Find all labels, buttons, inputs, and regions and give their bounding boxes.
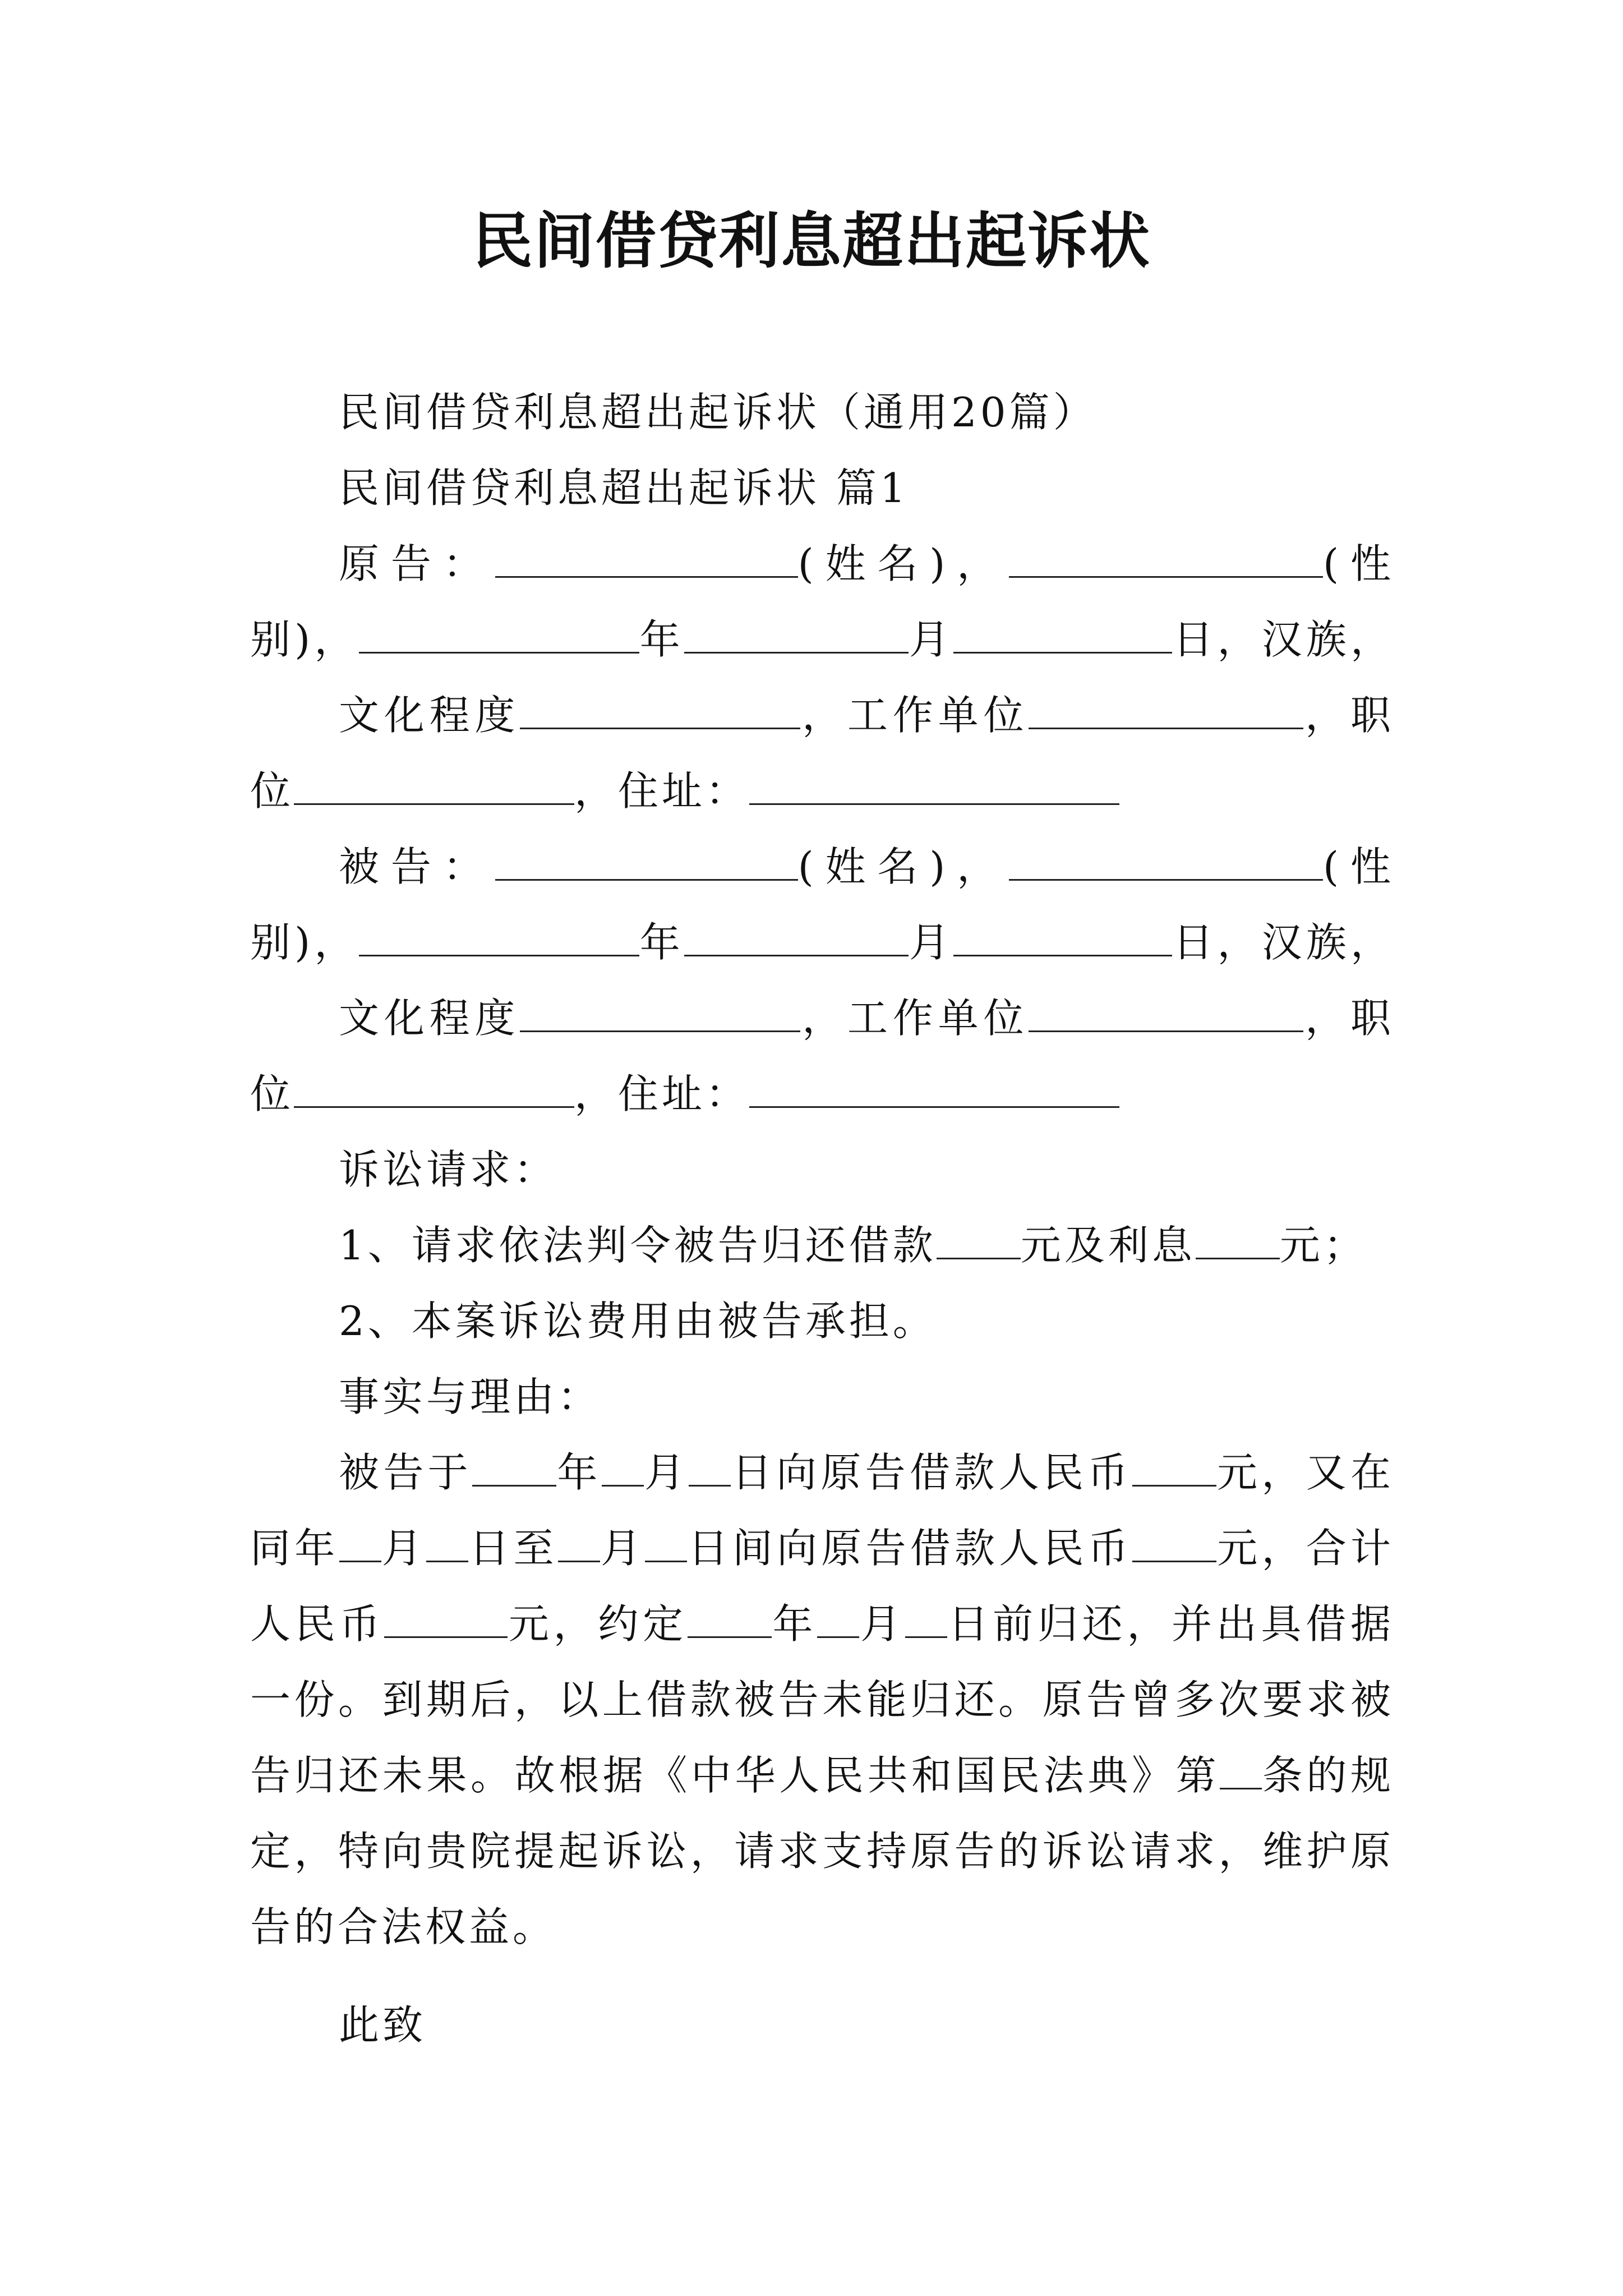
- plaintiff-workplace-blank: [1029, 691, 1303, 729]
- claim-1-text: 1、请求依法判令被告归还借款: [339, 1222, 937, 1269]
- position-label-end: 位: [250, 1070, 294, 1117]
- defendant-name-blank: [495, 842, 798, 881]
- defendant-birth-month-blank: [684, 918, 909, 956]
- second-loan-end-day-blank: [645, 1524, 687, 1562]
- defendant-line-4: [250, 1066, 1394, 1122]
- facts-line-5: [250, 1747, 1394, 1803]
- education-label: 文化程度: [339, 995, 520, 1042]
- plaintiff-gender-blank: [1009, 539, 1323, 578]
- plaintiff-education-blank: [520, 691, 800, 729]
- loan-month-blank: [602, 1448, 644, 1487]
- plaintiff-name-blank: [495, 539, 798, 578]
- facts-text: 月: [600, 1525, 645, 1572]
- facts-line-7: 告的合法权益。: [250, 1903, 557, 1950]
- plaintiff-label: 原告：: [339, 540, 495, 587]
- facts-text: 月: [381, 1525, 426, 1572]
- facts-text: 元，约定: [508, 1600, 688, 1648]
- facts-text: 元，又在: [1216, 1449, 1394, 1496]
- defendant-line-2: [250, 914, 1394, 970]
- plaintiff-birth-year-blank: [359, 615, 639, 654]
- facts-line-4: 一份。到期后，以上借款被告未能归还。原告曾多次要求被: [250, 1676, 1394, 1723]
- defendant-line-3: [339, 990, 1394, 1046]
- plaintiff-address-blank: [749, 766, 1119, 805]
- position-label: ，职: [1303, 995, 1394, 1042]
- facts-line-1: [339, 1444, 1394, 1501]
- plaintiff-birth-day-blank: [953, 615, 1172, 654]
- name-label: (姓名)，: [797, 540, 1009, 587]
- article-number-blank: [1220, 1751, 1262, 1789]
- month-label: 月: [908, 919, 954, 966]
- defendant-label: 被告：: [339, 843, 495, 890]
- second-loan-day-blank: [426, 1524, 468, 1562]
- month-label: 月: [908, 616, 954, 663]
- facts-line-6: 定，特向贵院提起诉讼，请求支持原告的诉讼请求，维护原: [250, 1828, 1394, 1875]
- facts-text: 日前归还，并出具借据: [947, 1600, 1394, 1648]
- facts-text: 年: [771, 1600, 818, 1648]
- defendant-birth-day-blank: [953, 918, 1172, 956]
- second-loan-end-month-blank: [558, 1524, 600, 1562]
- gender-label: (性: [1323, 540, 1394, 587]
- closing: 此致: [339, 2001, 427, 2049]
- gender-label-end: 别)，: [250, 616, 359, 663]
- facts-heading: 事实与理由：: [339, 1373, 602, 1420]
- defendant-birth-year-blank: [359, 918, 639, 956]
- plaintiff-line-4: [250, 763, 1394, 819]
- principal-amount-blank: [937, 1221, 1021, 1259]
- facts-text: 同年: [250, 1525, 339, 1572]
- name-label: (姓名)，: [797, 843, 1009, 890]
- plaintiff-line-3: [339, 687, 1394, 743]
- facts-text: 被告于: [339, 1449, 472, 1496]
- facts-text: 日至: [468, 1525, 558, 1572]
- second-loan-amount-blank: [1132, 1524, 1216, 1562]
- gender-label-end: 别)，: [250, 919, 359, 966]
- loan-amount-blank: [1132, 1448, 1216, 1487]
- due-day-blank: [905, 1599, 947, 1638]
- due-month-blank: [817, 1599, 859, 1638]
- facts-text: 告归还未果。故根据《中华人民共和国民法典》第: [250, 1752, 1220, 1799]
- plaintiff-birth-month-blank: [684, 615, 909, 654]
- claim-1-end: 元；: [1279, 1222, 1367, 1269]
- facts-text: 人民币: [250, 1600, 385, 1648]
- facts-text: 条的规: [1262, 1752, 1394, 1799]
- facts-text: 月: [643, 1449, 689, 1496]
- facts-line-3: [250, 1596, 1394, 1652]
- defendant-gender-blank: [1009, 842, 1323, 881]
- defendant-address-blank: [749, 1069, 1119, 1108]
- defendant-education-blank: [520, 993, 800, 1032]
- facts-text: 年: [556, 1449, 602, 1496]
- position-label-end: 位: [250, 767, 294, 815]
- defendant-position-blank: [294, 1069, 574, 1108]
- facts-line-2: [250, 1520, 1394, 1576]
- plaintiff-line-2: [250, 611, 1394, 668]
- year-label: 年: [639, 919, 684, 966]
- day-ethnic-label: 日，汉族，: [1172, 919, 1394, 966]
- year-label: 年: [639, 616, 684, 663]
- facts-text: 日向原告借款人民币: [731, 1449, 1132, 1496]
- total-amount-blank: [384, 1599, 508, 1638]
- position-label: ，职: [1303, 692, 1394, 739]
- workplace-label: ，工作单位: [800, 692, 1029, 739]
- plaintiff-position-blank: [294, 766, 574, 805]
- plaintiff-line-1: [339, 536, 1394, 592]
- claims-heading: 诉讼请求：: [339, 1146, 558, 1193]
- address-label: ，住址：: [574, 1070, 750, 1117]
- interest-amount-blank: [1196, 1221, 1280, 1259]
- address-label: ，住址：: [574, 767, 750, 815]
- document-title: 民间借贷利息超出起诉状: [472, 206, 1151, 277]
- claim-2: 2、本案诉讼费用由被告承担。: [339, 1297, 937, 1345]
- loan-year-blank: [472, 1448, 556, 1487]
- defendant-line-1: [339, 839, 1394, 895]
- second-loan-month-blank: [339, 1524, 381, 1562]
- workplace-label: ，工作单位: [800, 995, 1029, 1042]
- loan-day-blank: [689, 1448, 731, 1487]
- gender-label: (性: [1323, 843, 1394, 890]
- education-label: 文化程度: [339, 692, 520, 739]
- document-subtitle: 民间借贷利息超出起诉状（通用20篇）: [339, 389, 1097, 436]
- facts-text: 元，合计: [1216, 1525, 1394, 1572]
- claim-1: [339, 1217, 1394, 1273]
- section-heading: 民间借贷利息超出起诉状 篇1: [339, 464, 909, 512]
- day-ethnic-label: 日，汉族，: [1172, 616, 1394, 663]
- due-year-blank: [688, 1599, 772, 1638]
- defendant-workplace-blank: [1029, 993, 1303, 1032]
- facts-text: 月: [859, 1600, 905, 1648]
- claim-1-interest-text: 元及利息: [1020, 1222, 1196, 1269]
- facts-text: 日间向原告借款人民币: [687, 1525, 1132, 1572]
